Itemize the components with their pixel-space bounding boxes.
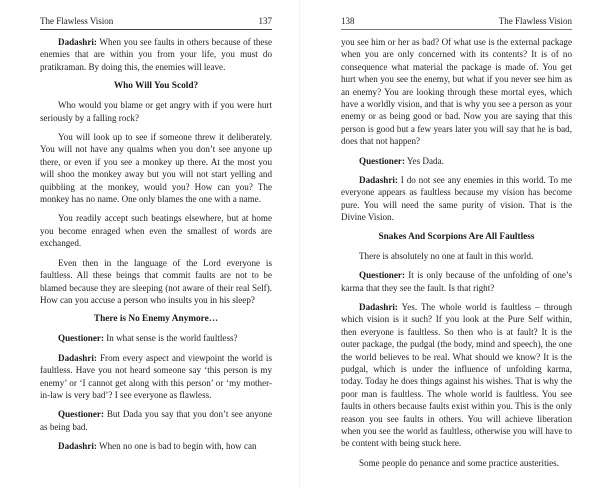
paragraph bbox=[341, 269, 572, 294]
speaker-label: Dadashri: bbox=[359, 175, 398, 186]
right-page-header bbox=[341, 16, 572, 29]
paragraph bbox=[341, 174, 572, 224]
paragraph-text: Yes. The whole world is faultless – through which vision is it such? If you look at the Pure Self within, then everyone is faultless. So then who is at fault? It is the outer package, the pudgal (the body, mind and speech), the one the world believes to be real. What should we know? It is the pudgal, which is under the influence of unfolding karma, today. Today he does things against his wishes. That is why the poor man is faultless. The whole world is faultless. You see faults in others because faults exist within you. This is the only reason you see faults in others. You will achieve liberation when you see the world as faultless, otherwise you will have to be content with being stuck here. bbox=[341, 301, 572, 449]
paragraph-text: When you see faults in others because of these enemies that are within you from your life, you must do pratikraman. By doing this, the enemies will leave. bbox=[40, 37, 272, 72]
speaker-label: Questioner: bbox=[359, 155, 405, 166]
paragraph bbox=[40, 212, 272, 249]
paragraph-text: Yes Dada. bbox=[404, 155, 444, 166]
section-heading: There is No Enemy Anymore… bbox=[93, 314, 219, 325]
paragraph bbox=[40, 99, 272, 124]
left-page-number: 137 bbox=[258, 16, 272, 26]
paragraph-text: Even then in the language of the Lord everyone is faultless. All these beings that commit faults are not to be blamed because they are sleeping (not aware of their real Self). How can you accuse a person who insults you in his sleep? bbox=[40, 257, 272, 305]
paragraph-text: You will look up to see if someone threw it deliberately. You will not have any qualms when you don’t see anyone up there, or even if you see a monkey up there. At the most you will shoo the monkey away but you will not start yelling and quibbling at the monkey, would you? How can you? The monkey has no name. One only blames the one with a name. bbox=[40, 132, 272, 205]
right-header-rule bbox=[341, 29, 572, 30]
paragraph bbox=[341, 301, 572, 450]
paragraph-text: From every aspect and viewpoint the world is faultless. Have you not heard someone say ‘this person is my enemy’ or ‘I cannot get along with this person’ or ‘my mother-in-law is very bad’? I see everyone as flawless. bbox=[40, 352, 272, 400]
speaker-label: Questioner: bbox=[58, 409, 104, 420]
paragraph-text: In what sense is the world faultless? bbox=[103, 333, 238, 344]
paragraph bbox=[341, 457, 572, 469]
speaker-label: Questioner: bbox=[359, 270, 405, 281]
paragraph bbox=[40, 352, 272, 402]
paragraph-text: You readily accept such beatings elsewhere, but at home you become enraged when even the smallest of words are exchanged. bbox=[40, 213, 272, 249]
speaker-label: Questioner: bbox=[58, 333, 104, 344]
speaker-label: Dadashri: bbox=[58, 37, 97, 47]
left-header-title: The Flawless Vision bbox=[40, 16, 114, 26]
paragraph bbox=[341, 155, 572, 167]
paragraph bbox=[40, 332, 272, 344]
paragraph-text: Who would you blame or get angry with if you were hurt seriously by a falling rock? bbox=[40, 100, 272, 123]
paragraph-text: When no one is bad to begin with, how can bbox=[96, 441, 257, 452]
right-page-number: 138 bbox=[341, 16, 355, 26]
paragraph bbox=[40, 36, 272, 73]
left-header-rule bbox=[40, 29, 272, 30]
speaker-label: Dadashri: bbox=[58, 352, 97, 363]
paragraph-text: But Dada you say that you don’t see anyone as being bad. bbox=[40, 409, 272, 432]
paragraph bbox=[40, 131, 272, 205]
section-heading: Who Will You Scold? bbox=[113, 81, 199, 92]
paragraph-text: I do not see any enemies in this world. To me everyone appears as faultless because my vision has become pure. You will need the same purity of vision. That is the Divine Vision. bbox=[341, 175, 572, 223]
right-header-title: The Flawless Vision bbox=[498, 16, 572, 26]
section-heading: Snakes And Scorpions Are All Faultless bbox=[378, 231, 535, 242]
paragraph-text: you see him or her as bad? Of what use is the external package when you are only concerned with its contents? It is of no consequence what material the package is made of. You get hurt when you see the enemy, but what if you never see him as an enemy? You are looking through these mortal eyes, which have a worldly vision, and that is why you see a person as your enemy or as being good or bad. Now you are saying that this person is good but a few years later you will say that he is bad, does that not happen? bbox=[341, 37, 572, 147]
paragraph-text: Some people do penance and some practice austerities. bbox=[359, 457, 559, 468]
right-page bbox=[300, 0, 599, 488]
paragraph bbox=[40, 408, 272, 433]
paragraph-text: There is absolutely no one at fault in this world. bbox=[359, 250, 534, 261]
paragraph bbox=[40, 440, 272, 452]
paragraph bbox=[341, 250, 572, 262]
paragraph bbox=[341, 36, 572, 148]
paragraph bbox=[40, 257, 272, 307]
left-page-header bbox=[40, 16, 272, 29]
speaker-label: Dadashri: bbox=[359, 301, 398, 312]
paragraph-text: It is only because of the unfolding of one’s karma that they see the fault. Is that right? bbox=[341, 270, 572, 293]
speaker-label: Dadashri: bbox=[58, 441, 97, 452]
